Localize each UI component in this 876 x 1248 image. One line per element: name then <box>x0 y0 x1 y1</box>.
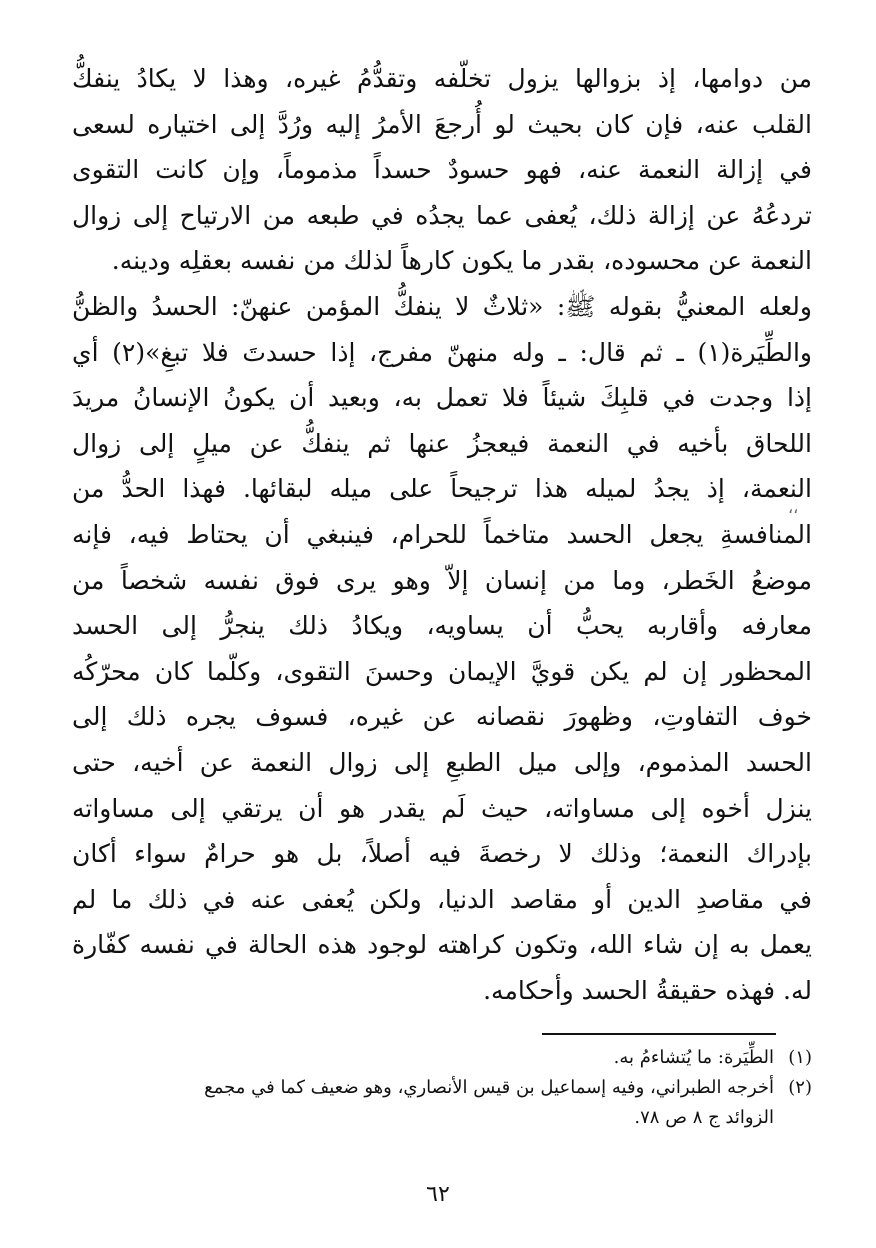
text-line: من دوامها، إذ بزوالها يزول تخلّفه وتقدُّمُ غيره، وهذا لا يكادُ ينفكُّ <box>72 64 812 93</box>
main-text <box>72 56 812 1013</box>
text-line: في إزالة النعمة عنه، فهو حسودٌ حسداً مذموماً، وإن كانت التقوى <box>72 155 812 185</box>
text-line: المحظور إن لم يكن قويَّ الإيمان وحسنَ التقوى، وكلّما كان محرّكُه <box>72 656 812 686</box>
footnote-text: الطِّيَرة: ما يُتشاءمُ به. <box>613 1047 774 1068</box>
text-line: في مقاصدِ الدين أو مقاصد الدنيا، ولكن يُعفى عنه في ذلك ما لم <box>72 884 812 914</box>
text-line: موضعُ الخَطر، وما من إنسان إلاّ وهو يرى فوق نفسه شخصاً من <box>72 565 812 595</box>
footnote-number: (١) <box>788 1047 812 1068</box>
footnote-2-continuation: الزوائد ج ٨ ص ٧٨. <box>634 1107 774 1128</box>
text-line: ولعله المعنيُّ بقوله ﷺ: «ثلاثٌ لا ينفكُّ المؤمن عنهنّ: الحسدُ والظنُّ <box>72 291 812 321</box>
footnote-2 <box>72 1073 812 1103</box>
footnote-divider <box>542 1033 776 1035</box>
text-line: بإدراك النعمة؛ وذلك لا رخصةَ فيه أصلاً، بل هو حرامٌ سواء أكان <box>72 839 812 869</box>
text-line: النعمة، إذ يجدُ لميله هذا ترجيحاً على ميله لبقائها. فهذا الحدُّ من <box>72 474 812 504</box>
margin-mark: ،، <box>788 498 799 517</box>
text-line: تردعُهُ عن إزالة ذلك، يُعفى عما يجدُه في طبعه من الارتياح إلى زوال <box>72 200 812 230</box>
page-number: ٦٢ <box>426 1182 450 1207</box>
footnotes <box>72 1043 812 1133</box>
text-line: معارفه وأقاربه يحبُّ أن يساويه، ويكادُ ذلك ينجرُّ إلى الحسد <box>72 611 812 641</box>
footnote-number: (٢) <box>788 1077 812 1098</box>
footnote-1 <box>72 1043 812 1073</box>
text-line: اللحاق بأخيه في النعمة فيعجزُ عنها ثم ينفكُّ عن ميلٍ إلى زوال <box>72 428 812 458</box>
footnote-text: أخرجه الطبراني، وفيه إسماعيل بن قيس الأنصاري، وهو ضعيف كما في مجمع <box>204 1077 774 1098</box>
text-line: إذا وجدت في قلبِكَ شيئاً فلا تعمل به، وبعيد أن يكونُ الإنسانُ مريدَ <box>72 383 812 413</box>
text-line: المنافسةِ يجعل الحسد متاخماً للحرام، فينبغي أن يحتاط فيه، فإنه <box>72 519 812 549</box>
text-line: والطِّيَرة(١) ـ ثم قال: ـ وله منهنّ مفرج، إذا حسدتَ فلا تبغِ»(٢) أي <box>72 337 812 367</box>
text-line: الحسد المذموم، وإلى ميل الطبعِ إلى زوال النعمة عن أخيه، حتى <box>72 747 812 777</box>
text-line: النعمة عن محسوده، بقدر ما يكون كارهاً لذلك من نفسه بعقلِه ودينه. <box>111 246 812 276</box>
text-line: ينزل أخوه إلى مساواته، حيث لَم يقدر هو أن يرتقي إلى مساواته <box>72 793 812 823</box>
text-line: يعمل به إن شاء الله، وتكون كراهته لوجود هذه الحالة في نفسه كفّارة <box>72 930 812 960</box>
text-line: القلب عنه، فإن كان بحيث لو أُرجعَ الأمرُ إليه ورُدَّ إلى اختياره لسعى <box>72 109 812 139</box>
text-line: خوف التفاوتِ، وظهورَ نقصانه عن غيره، فسوف يجره ذلك إلى <box>72 702 812 732</box>
text-line: له. فهذه حقيقةُ الحسد وأحكامه. <box>483 975 812 1005</box>
